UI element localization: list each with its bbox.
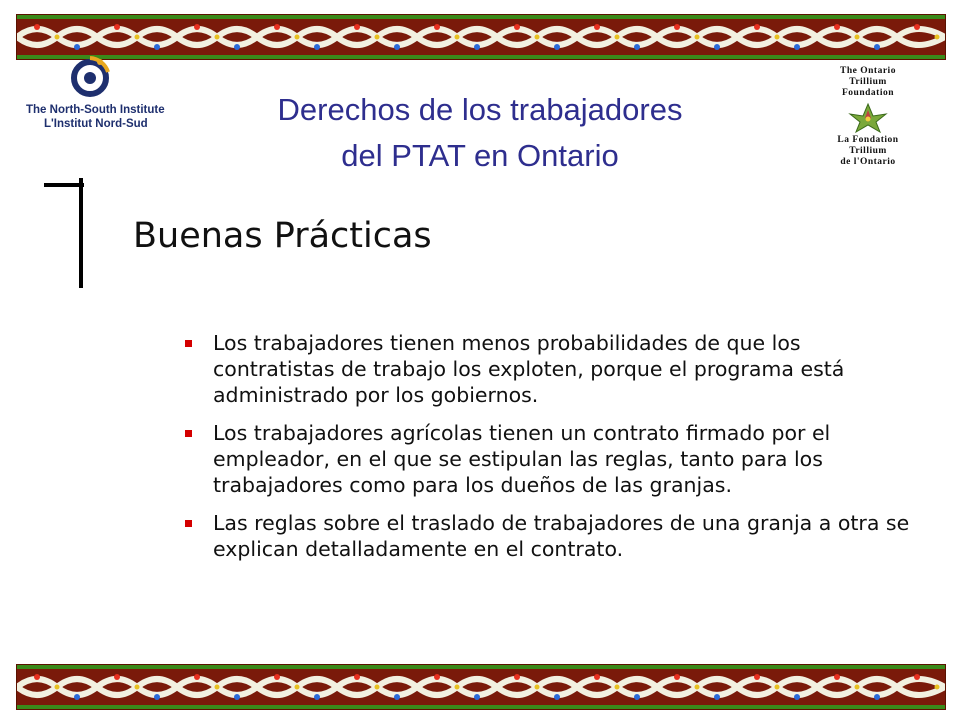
bullet-square-icon (185, 520, 192, 527)
nsi-name-fr: L'Institut Nord-Sud (44, 118, 148, 130)
slide-title-line1: Derechos de los trabajadores (277, 92, 683, 127)
bullet-item (185, 510, 915, 562)
bullet-item (185, 420, 915, 498)
otf-fr-line1: La Fondation (837, 135, 899, 145)
bullet-text: Los trabajadores tienen menos probabilidades de que los contratistas de trabajo los exploten, porque el programa está administrado por los gobiernos. (213, 331, 845, 407)
bullet-list (185, 330, 915, 574)
north-south-institute-logo (20, 56, 170, 136)
bullet-text: Las reglas sobre el traslado de trabajadores de una granja a otra se explican detalladamente en el contrato. (213, 511, 910, 561)
otf-en-line2: Trillium (849, 77, 887, 87)
otf-fr-line3: de l'Ontario (840, 157, 896, 167)
ontario-trillium-foundation-logo (818, 66, 918, 166)
otf-fr-line2: Trillium (849, 146, 887, 156)
corner-rule-vertical (79, 178, 83, 288)
corner-rule-horizontal (44, 183, 84, 187)
decorative-band-top (16, 14, 946, 60)
trillium-flower-icon (848, 100, 888, 134)
decorative-band-bottom (16, 664, 946, 710)
bullet-text: Los trabajadores agrícolas tienen un contrato firmado por el empleador, en el que se estipulan las reglas, tanto para los trabajadores como para los dueños de las granjas. (213, 421, 831, 497)
bullet-square-icon (185, 340, 192, 347)
otf-en-line3: Foundation (842, 88, 894, 98)
bullet-item (185, 330, 915, 408)
bullet-square-icon (185, 430, 192, 437)
nsi-emblem-icon (70, 56, 110, 100)
nsi-name-en: The North-South Institute (26, 104, 165, 116)
slide-title-line2: del PTAT en Ontario (341, 138, 619, 173)
otf-en-line1: The Ontario (840, 66, 896, 76)
slide-subtitle: Buenas Prácticas (133, 216, 432, 256)
